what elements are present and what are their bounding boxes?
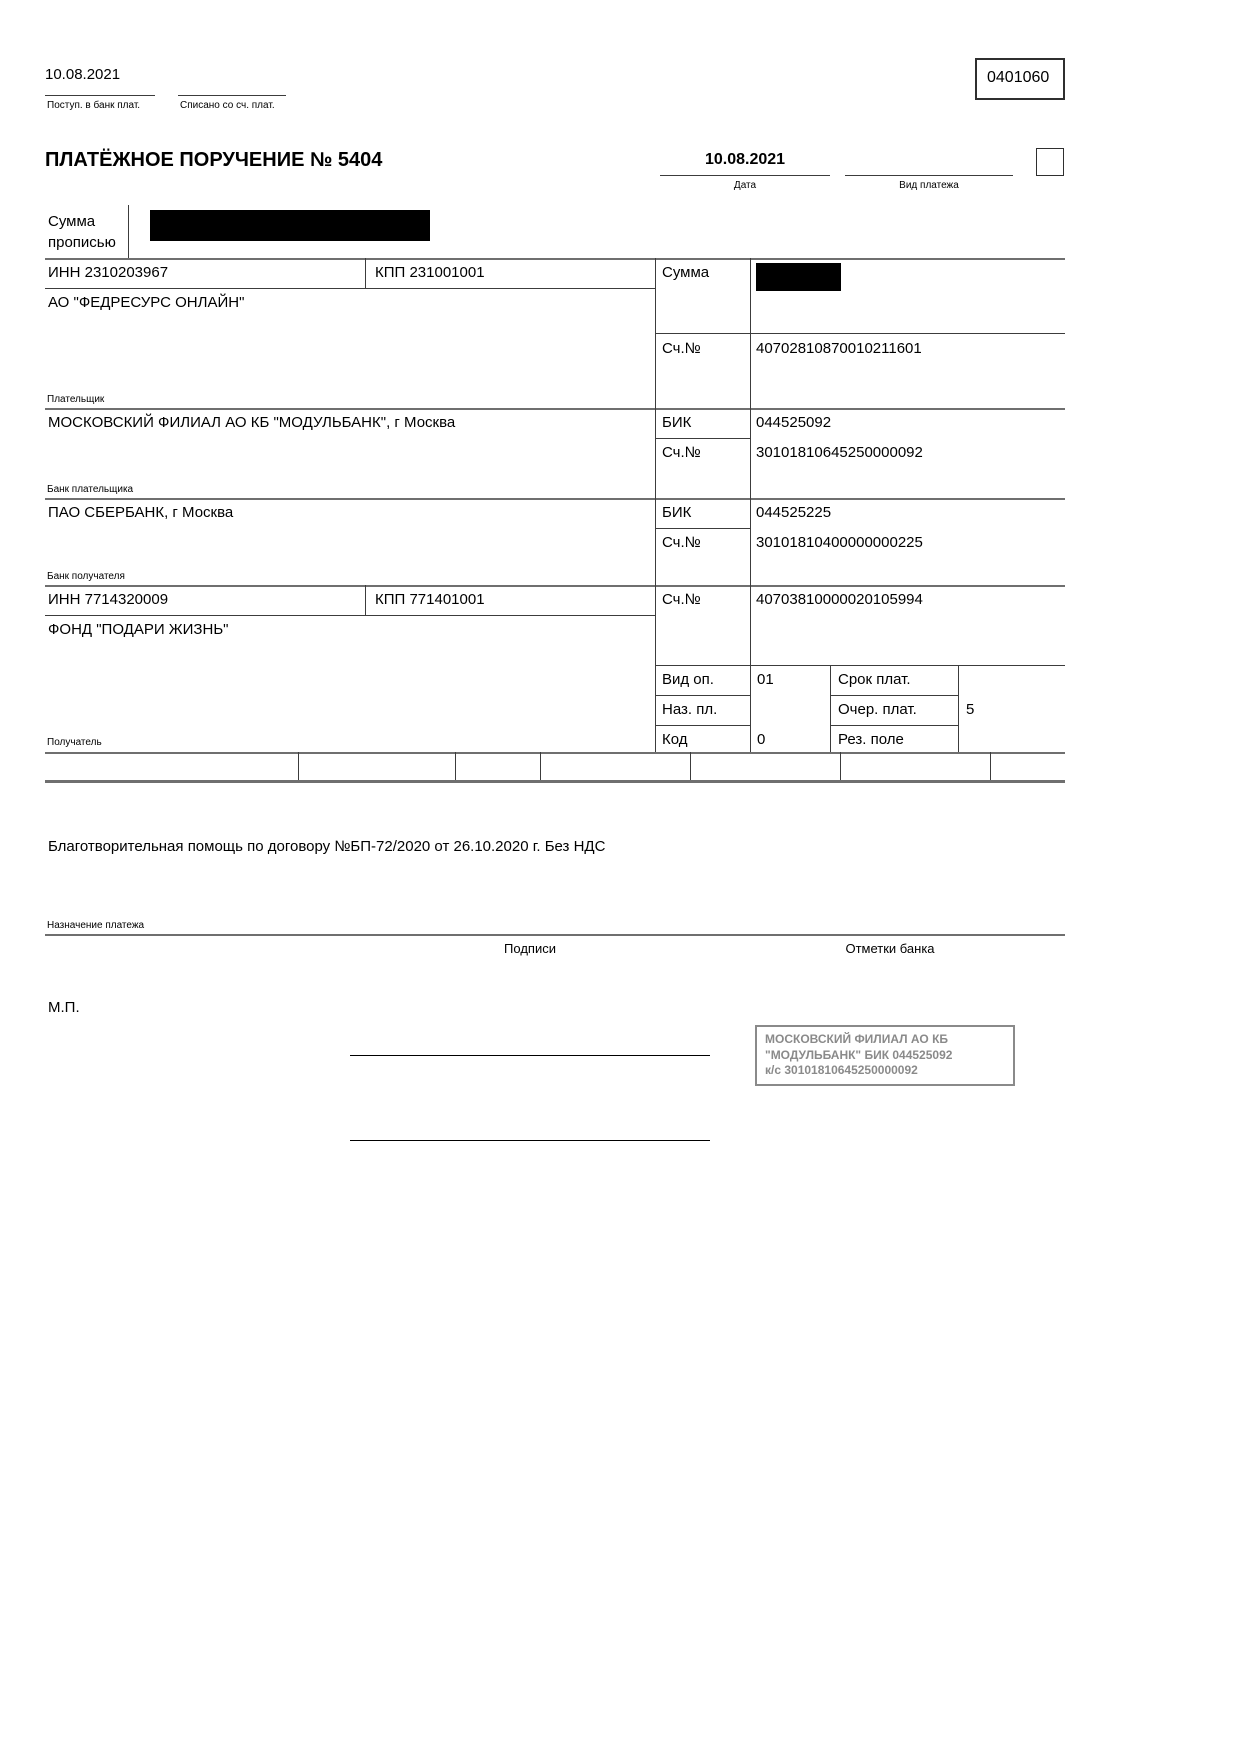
- payee-inn: ИНН 7714320009: [48, 591, 169, 608]
- op-block-top-line: [655, 665, 1065, 666]
- signature-line-1: [350, 1055, 710, 1056]
- payer-bank-account: 30101810645250000092: [756, 444, 923, 461]
- payee-bank-name: ПАО СБЕРБАНК, г Москва: [48, 504, 234, 521]
- payer-bank-bik: 044525092: [756, 414, 832, 431]
- bank-marks-label: Отметки банка: [845, 941, 935, 956]
- received-in-bank-label: Поступ. в банк плат.: [47, 100, 141, 111]
- priority-value: 5: [966, 701, 975, 718]
- fields-cell-divider-1: [298, 752, 299, 780]
- op-type-label: Вид оп.: [662, 671, 714, 688]
- payer-bank-bik-line: [655, 438, 750, 439]
- fields-cell-divider-2: [455, 752, 456, 780]
- payer-account: 40702810870010211601: [756, 340, 922, 357]
- bank-stamp-line2: "МОДУЛЬБАНК" БИК 044525092: [765, 1047, 953, 1062]
- payee-account-label: Сч.№: [662, 591, 701, 608]
- payee-bank-account-label: Сч.№: [662, 534, 701, 551]
- fields-cell-divider-5: [840, 752, 841, 780]
- bank-stamp-line1: МОСКОВСКИЙ ФИЛИАЛ АО КБ: [765, 1032, 949, 1046]
- sum-redaction: [756, 263, 841, 291]
- payer-inn: ИНН 2310203967: [48, 264, 169, 281]
- op-type-value: 01: [757, 671, 774, 688]
- label-value-divider: [750, 258, 751, 752]
- debited-date-line: [178, 95, 286, 96]
- payee-row-line: [45, 752, 1065, 754]
- payee-bank-bik-label: БИК: [662, 504, 692, 521]
- bank-stamp: [755, 1025, 1015, 1086]
- fields-cell-divider-4: [690, 752, 691, 780]
- payment-purpose-text: Благотворительная помощь по договору №БП-72/2020 от 26.10.2020 г. Без НДС: [48, 838, 606, 855]
- inn-kpp-divider-payer: [365, 258, 366, 288]
- payee-bank-account: 30101810400000000225: [756, 534, 923, 551]
- document-date-value: 10.08.2021: [704, 151, 786, 168]
- payee-bank-row-line: [45, 585, 1065, 587]
- document-title: ПЛАТЁЖНОЕ ПОРУЧЕНИЕ № 5404: [45, 149, 383, 171]
- table-top-line: [45, 258, 1065, 260]
- purpose-code-label: Наз. пл.: [662, 701, 718, 718]
- fields-cell-divider-6: [990, 752, 991, 780]
- signatures-label: Подписи: [504, 941, 556, 956]
- payment-type-label: Вид платежа: [899, 180, 959, 191]
- sum-label: Сумма: [662, 264, 710, 281]
- debited-from-account-label: Списано со сч. плат.: [180, 100, 275, 111]
- code-label: Код: [662, 731, 688, 748]
- payer-kpp: КПП 231001001: [375, 264, 485, 281]
- inn-row-line: [45, 288, 655, 289]
- priority-label: Очер. плат.: [838, 701, 917, 718]
- amount-words-label-line2: прописью: [48, 234, 116, 251]
- amount-words-divider: [128, 205, 129, 258]
- purpose-bottom-line: [45, 934, 1065, 936]
- payer-bank-account-label: Сч.№: [662, 444, 701, 461]
- payment-purpose-label: Назначение платежа: [47, 920, 145, 931]
- payer-bank-label: Банк плательщика: [47, 484, 134, 495]
- date-label: Дата: [733, 180, 757, 191]
- code-row-line-left: [655, 725, 750, 726]
- code-row-line-right: [830, 725, 958, 726]
- left-right-divider: [655, 258, 656, 752]
- payee-label: Получатель: [47, 737, 102, 748]
- payee-bank-bik: 044525225: [756, 504, 832, 521]
- code-value: 0: [757, 731, 766, 748]
- payer-bank-bik-label: БИК: [662, 414, 692, 431]
- payer-bank-row-line: [45, 498, 1065, 500]
- sum-row-line: [655, 333, 1065, 334]
- op-row-line-left: [655, 695, 750, 696]
- payee-bank-label: Банк получателя: [47, 571, 125, 582]
- seal-place-label: М.П.: [48, 999, 80, 1016]
- payer-row-line: [45, 408, 1065, 410]
- payee-kpp: КПП 771401001: [375, 591, 485, 608]
- op-labels-left-divider: [830, 665, 831, 752]
- op-row-line-right: [830, 695, 958, 696]
- payee-bank-bik-line: [655, 528, 750, 529]
- status-box: [1036, 148, 1064, 176]
- reserve-field-label: Рез. поле: [838, 731, 904, 748]
- form-code-value: 0401060: [987, 69, 1050, 86]
- payer-account-label: Сч.№: [662, 340, 701, 357]
- signature-line-2: [350, 1140, 710, 1141]
- fields-cell-divider-3: [540, 752, 541, 780]
- amount-words-redaction: [150, 210, 430, 241]
- payee-name: ФОНД "ПОДАРИ ЖИЗНЬ": [48, 621, 229, 638]
- op-labels-right-divider: [958, 665, 959, 752]
- received-in-bank-date: 10.08.2021: [45, 66, 121, 83]
- received-date-line: [45, 95, 155, 96]
- fields-row-bottom-line: [45, 780, 1065, 783]
- payer-label: Плательщик: [47, 394, 105, 405]
- payee-account: 40703810000020105994: [756, 591, 923, 608]
- payer-name: АО "ФЕДРЕСУРС ОНЛАЙН": [48, 294, 245, 311]
- date-line: [660, 175, 830, 176]
- due-date-label: Срок плат.: [838, 671, 911, 688]
- payee-inn-row-line: [45, 615, 655, 616]
- inn-kpp-divider-payee: [365, 585, 366, 615]
- payment-type-line: [845, 175, 1013, 176]
- amount-words-label-line1: Сумма: [48, 213, 96, 230]
- bank-stamp-line3: к/с 30101810645250000092: [765, 1063, 918, 1078]
- payer-bank-name: МОСКОВСКИЙ ФИЛИАЛ АО КБ "МОДУЛЬБАНК", г Москва: [48, 414, 456, 431]
